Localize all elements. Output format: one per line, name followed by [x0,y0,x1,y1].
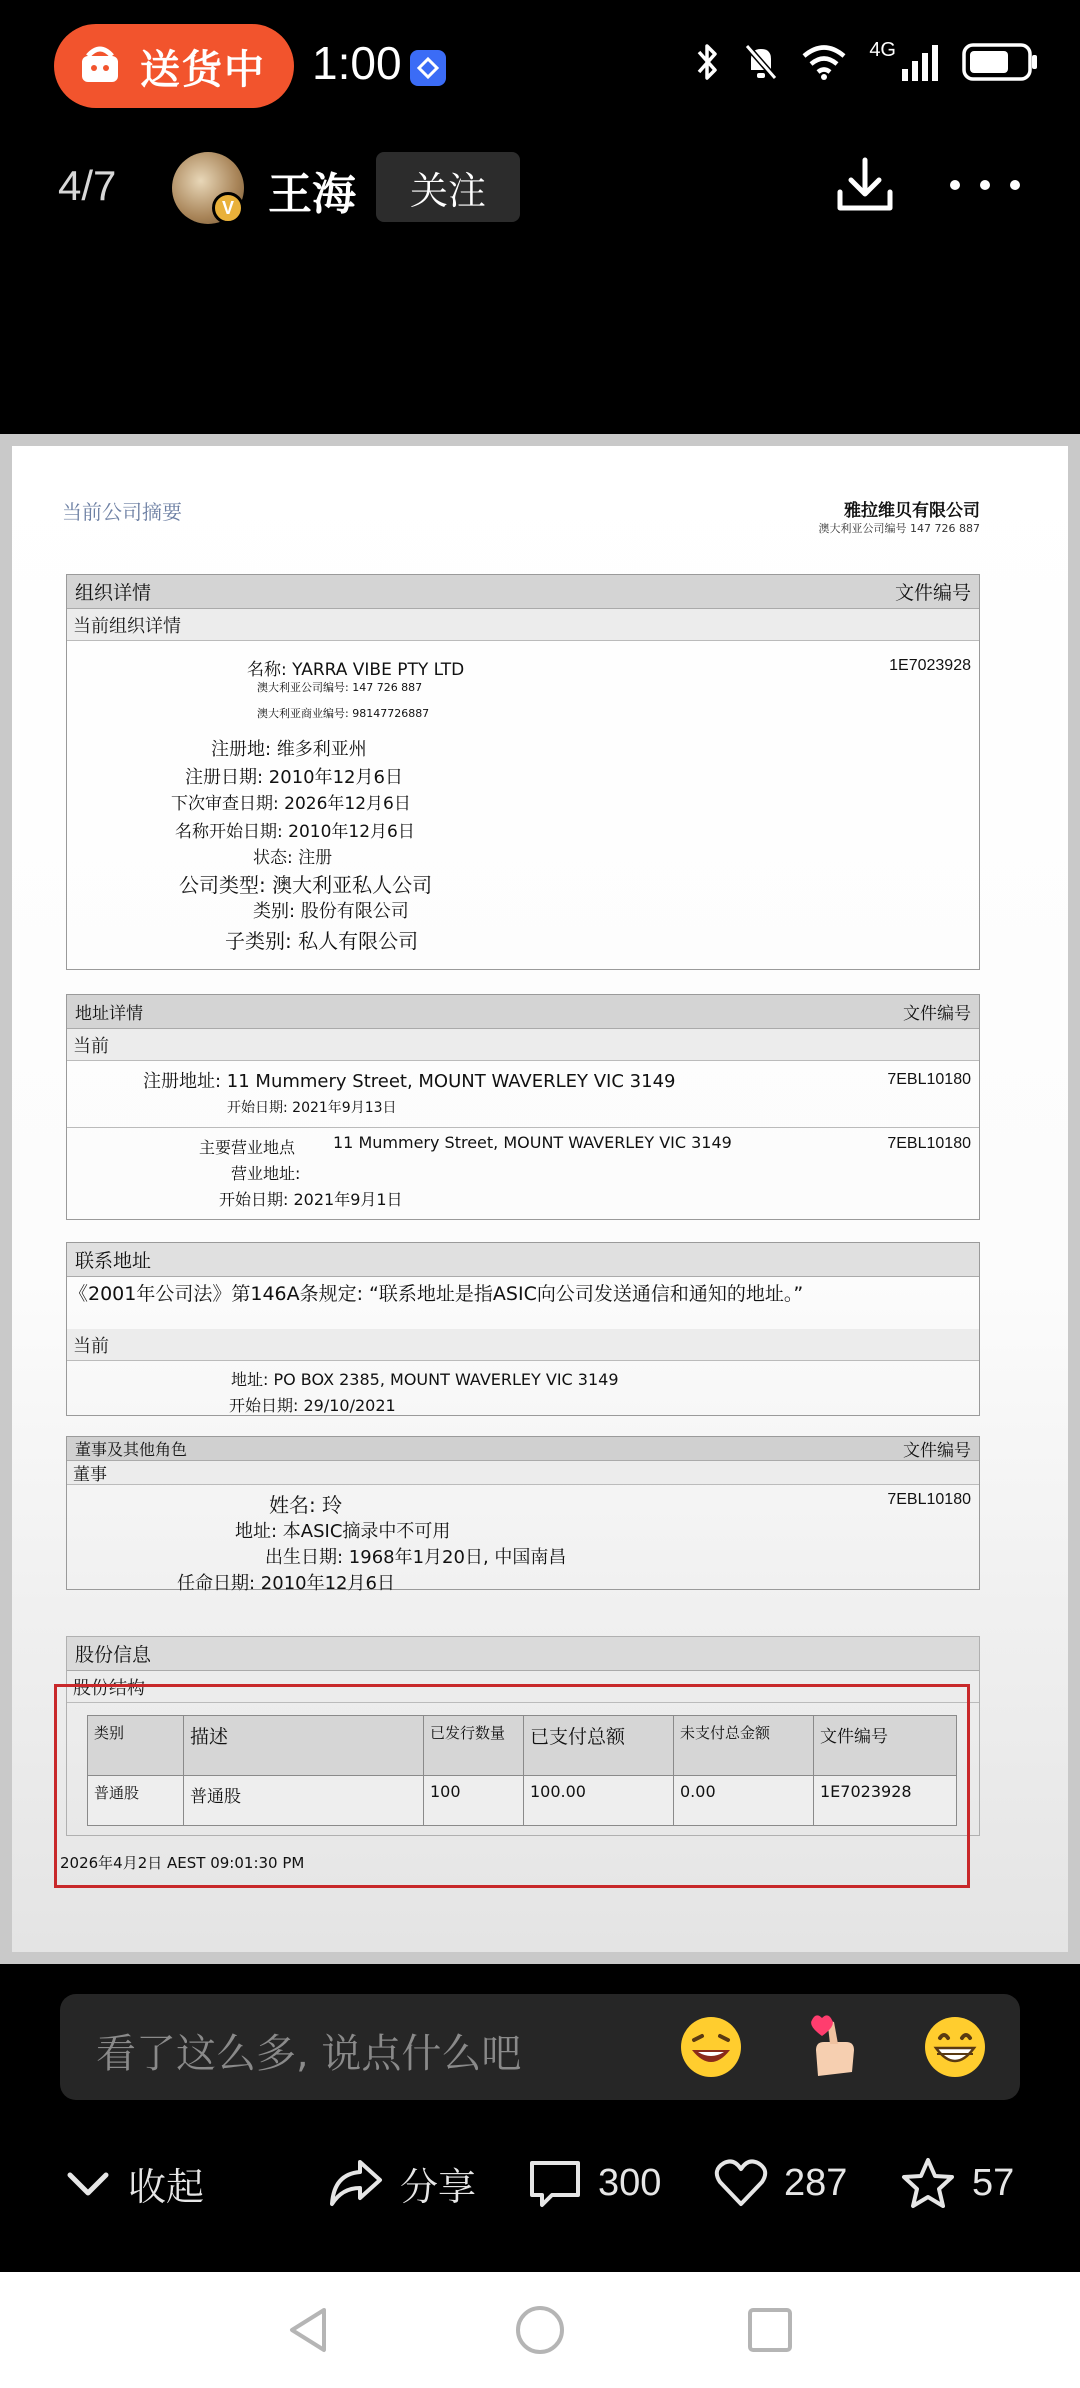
extract-timestamp: 2026年4月2日 AEST 09:01:30 PM [60,1854,305,1872]
section-heading [67,1243,979,1277]
main-business-doc-no: 7EBL10180 [887,1135,971,1152]
column-header: 未支付总金额 [674,1716,814,1776]
doc-no-label: 文件编号 [903,1004,971,1024]
document-paper [12,446,1068,1952]
delivery-icon [74,40,126,92]
table-cell: 普通股 [184,1776,424,1826]
section-subheading: 当前 [67,1329,979,1361]
contact-start: 开始日期: 29/10/2021 [229,1396,396,1415]
table-cell: 100 [424,1776,524,1826]
share-button[interactable] [328,2148,476,2218]
director-doc-no: 7EBL10180 [887,1491,971,1508]
doc-no-label: 文件编号 [894,582,971,604]
delivery-status-label: 送货中 [140,46,266,93]
like-count: 287 [784,2161,848,2204]
contact-address: 地址: PO BOX 2385, MOUNT WAVERLEY VIC 3149 [231,1370,619,1389]
address-details-section [66,994,980,1220]
company-name-cn: 雅拉维贝有限公司 [844,501,980,521]
director-name: 姓名: 玲 [269,1493,343,1517]
registered-address-doc-no: 7EBL10180 [887,1071,971,1088]
collapse-button[interactable] [64,2148,204,2218]
director-birth: 出生日期: 1968年1月20日, 中国南昌 [265,1547,567,1568]
comment-bar[interactable] [60,1994,1020,2100]
favorite-button[interactable] [900,2148,1014,2218]
share-icon [328,2156,384,2210]
section-subheading: 当前 [67,1029,979,1061]
status-icons [695,38,1040,82]
comment-count: 300 [598,2161,662,2204]
org-next-review: 下次审查日期: 2026年12月6日 [171,794,411,814]
section-heading: 组织详情 [75,582,152,604]
org-acn: 澳大利亚公司编号: 147 726 887 [257,681,423,694]
signal-icon [900,43,940,81]
company-extract [12,446,1068,1952]
company-acn: 澳大利亚公司编号 147 726 887 [818,522,980,535]
download-icon[interactable] [830,152,900,222]
org-abn: 澳大利亚商业编号: 98147726887 [257,707,430,720]
laughing-emoji-icon[interactable] [678,2014,744,2080]
column-header: 类别 [88,1716,184,1776]
verified-badge-icon: V [212,192,244,224]
section-heading: 股份信息 [75,1644,152,1666]
comment-input[interactable]: 看了这么多, 说点什么吧 [96,2031,522,2077]
section-heading: 董事及其他角色 [75,1440,188,1459]
table-cell: 100.00 [524,1776,674,1826]
post-action-bar [0,2130,1080,2240]
wifi-icon [801,43,847,81]
delivery-status-pill[interactable] [54,24,294,108]
document-title: 当前公司摘要 [62,500,182,524]
document-image[interactable] [0,434,1080,1964]
bluetooth-icon [695,42,721,82]
like-button[interactable] [714,2148,847,2218]
section-subheading: 股份结构 [67,1671,979,1703]
org-name: 名称: YARRA VIBE PTY LTD [247,660,465,680]
mute-bell-icon [743,42,779,82]
network-type-label: 4G [869,38,896,61]
main-business-place: 11 Mummery Street, MOUNT WAVERLEY VIC 3149 [333,1133,732,1152]
business-address-label: 营业地址: [231,1164,301,1183]
table-cell: 1E7023928 [814,1776,957,1826]
director-appointed: 任命日期: 2010年12月6日 [177,1573,395,1594]
chevron-down-icon [64,2163,112,2203]
comment-button[interactable] [528,2148,661,2218]
highlight-annotation [54,1684,970,1888]
main-business-place-label: 主要营业地点 [199,1138,296,1157]
section-subheading: 董事 [67,1461,979,1485]
org-reg-date: 注册日期: 2010年12月6日 [185,767,403,788]
table-cell: 普通股 [88,1776,184,1826]
share-label: 分享 [400,2164,477,2209]
org-category: 类别: 股份有限公司 [253,901,409,922]
grinning-emoji-icon[interactable] [922,2014,988,2080]
director-address: 地址: 本ASIC摘录中不可用 [235,1521,451,1542]
section-heading-text: 联系地址 [75,1250,152,1272]
column-header: 已支付总额 [524,1716,674,1776]
main-business-start: 开始日期: 2021年9月1日 [219,1190,403,1209]
recents-icon[interactable] [742,2302,798,2358]
status-bar [0,0,1080,130]
more-icon[interactable] [950,170,1020,200]
org-details-section [66,574,980,970]
comment-icon [528,2157,582,2209]
battery-icon [962,42,1040,82]
system-nav-bar [0,2272,1080,2388]
heart-icon [714,2158,768,2208]
contact-note: 《2001年公司法》第146A条规定: “联系地址是指ASIC向公司发送通信和通知的地址。” [69,1283,804,1305]
doc-no-label: 文件编号 [903,1441,971,1461]
favorite-count: 57 [972,2161,1015,2204]
home-icon[interactable] [512,2302,568,2358]
viewer-top-bar [0,140,1080,250]
column-header: 描述 [184,1716,424,1776]
section-subheading: 当前组织详情 [67,609,979,641]
org-reg-place: 注册地: 维多利亚州 [211,739,367,760]
collapse-label: 收起 [128,2164,205,2209]
contact-address-section [66,1242,980,1416]
author-name[interactable]: 王海 [268,169,356,220]
org-status: 状态: 注册 [253,848,333,868]
section-heading: 地址详情 [75,1004,143,1024]
org-name-start: 名称开始日期: 2010年12月6日 [175,822,415,842]
app-notification-icon [410,50,446,86]
column-header: 已发行数量 [424,1716,524,1776]
finger-heart-emoji-icon[interactable] [800,2014,866,2080]
org-subcategory: 子类别: 私人有限公司 [225,929,419,953]
org-doc-no: 1E7023928 [889,657,971,674]
star-icon [900,2156,956,2210]
table-cell: 0.00 [674,1776,814,1826]
follow-button[interactable]: 关注 [376,152,520,222]
column-header: 文件编号 [814,1716,957,1776]
org-company-type: 公司类型: 澳大利亚私人公司 [179,873,433,897]
registered-address: 注册地址: 11 Mummery Street, MOUNT WAVERLEY VIC 3149 [143,1071,676,1092]
page-counter: 4/7 [58,162,117,209]
registered-address-start: 开始日期: 2021年9月13日 [227,1100,397,1116]
back-icon[interactable] [280,2302,336,2358]
directors-section [66,1436,980,1594]
status-time: 1:00 [312,37,402,89]
